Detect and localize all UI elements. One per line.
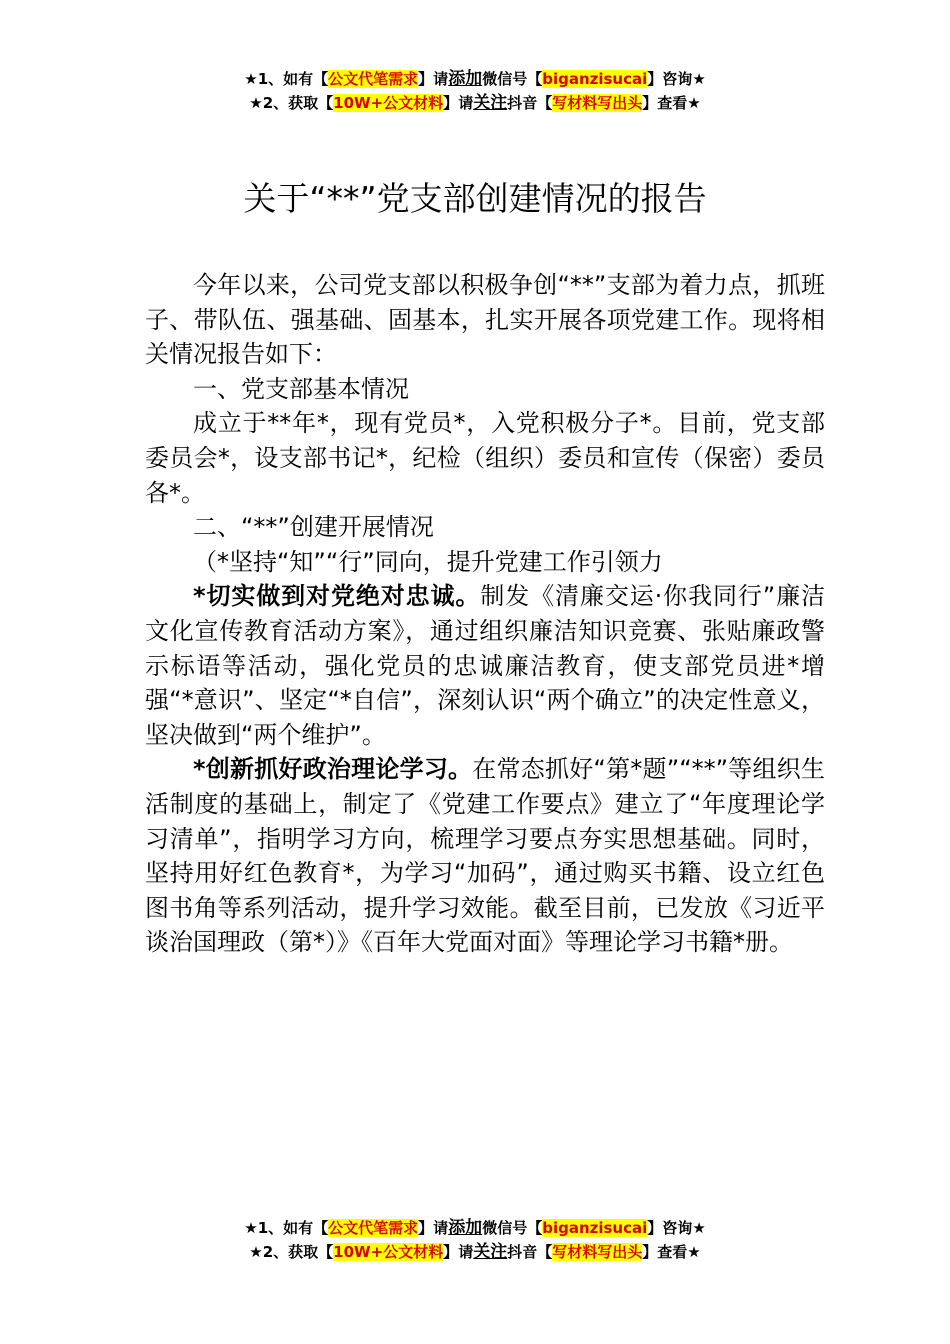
banner-text: 查看: [657, 1243, 688, 1261]
highlight-ghostwriting: 公文代笔需求: [328, 1219, 419, 1237]
underlined-add: 添加: [448, 1218, 483, 1238]
banner-text: 请: [433, 70, 449, 88]
subsection-heading: [145, 545, 825, 580]
bracket: 】: [418, 1219, 434, 1237]
banner-text: 抖音: [507, 94, 538, 112]
star-icon: ★: [244, 70, 258, 88]
bracket: 【: [537, 1243, 553, 1261]
bracket: 【: [537, 94, 553, 112]
highlight-douyin-account: 写材料写出头: [552, 94, 643, 112]
banner-line-2: [0, 1240, 950, 1264]
banner-text: 请: [433, 1219, 449, 1237]
star-icon: ★: [692, 1219, 706, 1237]
paragraph: [145, 752, 825, 960]
paragraph-text: 今年以来，公司党支部以积极争创“**”支部为着力点，抓班子、带队伍、强基础、固基本，扎实开展各项党建工作。现将相关情况报告如下：: [145, 271, 825, 369]
bracket: 【: [318, 1243, 334, 1261]
bracket: 【: [313, 1219, 329, 1237]
section-heading: [145, 510, 825, 545]
banner-line-2: [0, 91, 950, 115]
paragraph-lead: *创新抓好政治理论学习。: [193, 755, 473, 784]
bracket: 】: [443, 1243, 459, 1261]
bracket: 【: [527, 70, 543, 88]
paragraph: [145, 268, 825, 372]
bracket: 【: [318, 94, 334, 112]
header-banner: [0, 67, 950, 115]
footer-banner: [0, 1216, 950, 1264]
banner-text: 查看: [657, 94, 688, 112]
bracket: 】: [647, 1219, 663, 1237]
banner-text: 抖音: [507, 1243, 538, 1261]
highlight-ghostwriting: 公文代笔需求: [328, 70, 419, 88]
banner-text: 咨询: [662, 1219, 693, 1237]
highlight-wechat-id: biganzisucai: [542, 70, 648, 88]
banner-text: 咨询: [662, 70, 693, 88]
star-icon: ★: [244, 1219, 258, 1237]
underlined-follow: 关注: [473, 1242, 508, 1262]
highlight-materials: 10W+公文材料: [333, 1243, 444, 1261]
star-icon: ★: [687, 1243, 701, 1261]
banner-text: 微信号: [482, 70, 528, 88]
paragraph-text: 一、党支部基本情况: [193, 374, 409, 403]
underlined-follow: 关注: [473, 93, 508, 113]
banner-text: 1、如有: [257, 1219, 314, 1237]
banner-text: 2、获取: [262, 94, 319, 112]
banner-text: 微信号: [482, 1219, 528, 1237]
star-icon: ★: [687, 94, 701, 112]
paragraph-text: 在常态抓好“第*题”“**”等组织生活制度的基础上，制定了《党建工作要点》建立了“年度理论学习清单”，指明学习方向，梳理学习要点夯实思想基础。同时，坚持用好红色教育*，为学习“加码”，通过购买书籍、设立红色图书角等系列活动，提升学习效能。截至目前，已发放《习近平谈治国理政（第*）》《百年大党面对面》等理论学习书籍*册。: [145, 755, 825, 957]
bracket: 【: [313, 70, 329, 88]
section-heading: [145, 372, 825, 407]
banner-text: 请: [458, 94, 474, 112]
bracket: 】: [642, 1243, 658, 1261]
highlight-materials: 10W+公文材料: [333, 94, 444, 112]
banner-text: 请: [458, 1243, 474, 1261]
document-title: 关于“**”党支部创建情况的报告: [243, 179, 707, 218]
paragraph: [145, 406, 825, 510]
bracket: 【: [527, 1219, 543, 1237]
paragraph-text: 二、“**”创建开展情况: [193, 513, 434, 542]
document-body: [145, 268, 825, 960]
paragraph-text: 制发《清廉交运·你我同行”廉洁文化宣传教育活动方案》，通过组织廉洁知识竞赛、张贴廉政警示标语等活动，强化党员的忠诚廉洁教育，使支部党员进*增强“*意识”、坚定“*自信”，深刻认识“两个确立”的决定性意义，坚决做到“两个维护”。: [145, 582, 825, 749]
highlight-wechat-id: biganzisucai: [542, 1219, 648, 1237]
paragraph-text: 成立于**年*，现有党员*，入党积极分子*。目前，党支部委员会*，设支部书记*，纪检（组织）委员和宣传（保密）委员各*。: [145, 409, 825, 507]
banner-text: 2、获取: [262, 1243, 319, 1261]
star-icon: ★: [249, 94, 263, 112]
banner-line-1: [0, 1216, 950, 1240]
paragraph-text: （*坚持“知”“行”同向，提升党建工作引领力: [193, 547, 663, 576]
banner-text: 1、如有: [257, 70, 314, 88]
bracket: 】: [647, 70, 663, 88]
highlight-douyin-account: 写材料写出头: [552, 1243, 643, 1261]
bracket: 】: [418, 70, 434, 88]
star-icon: ★: [249, 1243, 263, 1261]
paragraph-lead: *切实做到对党绝对忠诚。: [193, 582, 481, 611]
underlined-add: 添加: [448, 69, 483, 89]
paragraph: [145, 579, 825, 752]
bracket: 】: [642, 94, 658, 112]
bracket: 】: [443, 94, 459, 112]
star-icon: ★: [692, 70, 706, 88]
banner-line-1: [0, 67, 950, 91]
